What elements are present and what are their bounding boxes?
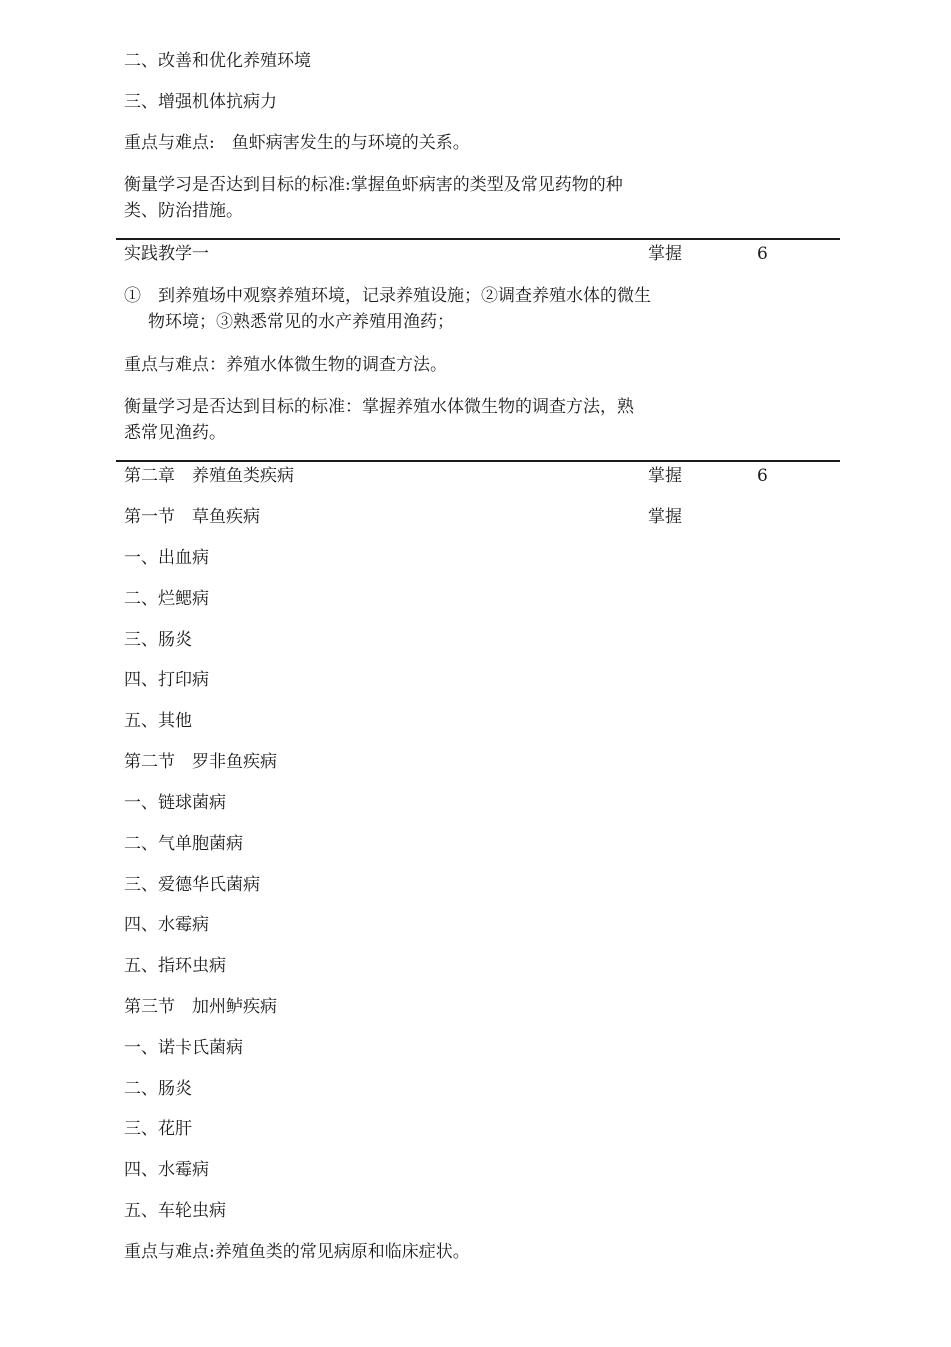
list-item: 一、出血病 bbox=[124, 548, 209, 568]
list-item: 一、诺卡氏菌病 bbox=[124, 1038, 243, 1058]
practice-title: 实践教学一 bbox=[124, 244, 209, 264]
list-item: 二、肠炎 bbox=[124, 1079, 192, 1099]
mastery-level: 掌握 bbox=[648, 507, 682, 527]
key-points-text: 重点与难点：养殖水体微生物的调查方法。 bbox=[124, 355, 447, 375]
list-item: 三、增强机体抗病力 bbox=[124, 92, 277, 112]
mastery-level: 掌握 bbox=[648, 466, 682, 486]
list-item: 四、水霉病 bbox=[124, 1160, 209, 1180]
hours-value: 6 bbox=[757, 466, 768, 486]
list-item: 四、打印病 bbox=[124, 670, 209, 690]
mastery-level: 掌握 bbox=[648, 244, 682, 264]
key-points-text: 重点与难点:养殖鱼类的常见病原和临床症状。 bbox=[124, 1242, 470, 1262]
list-item: 二、气单胞菌病 bbox=[124, 834, 243, 854]
list-item: 三、花肝 bbox=[124, 1119, 192, 1139]
section-title: 第三节 加州鲈疾病 bbox=[124, 997, 277, 1017]
list-item: 三、肠炎 bbox=[124, 630, 192, 650]
list-item: 二、烂鳃病 bbox=[124, 589, 209, 609]
chapter-title: 第二章 养殖鱼类疾病 bbox=[124, 466, 294, 486]
practice-content: ① 到养殖场中观察养殖环境，记录养殖设施；②调查养殖水体的微生物环境；③熟悉常见的水产养殖用渔药； bbox=[124, 286, 651, 332]
list-item: 三、爱德华氏菌病 bbox=[124, 875, 260, 895]
assessment-standard-text: 衡量学习是否达到目标的标准：掌握养殖水体微生物的调查方法，熟悉常见渔药。 bbox=[124, 397, 634, 443]
list-item: 五、指环虫病 bbox=[124, 956, 226, 976]
table-divider bbox=[116, 238, 840, 240]
section-title: 第一节 草鱼疾病 bbox=[124, 507, 260, 527]
list-item: 五、其他 bbox=[124, 711, 192, 731]
key-points-text: 重点与难点: 鱼虾病害发生的与环境的关系。 bbox=[124, 133, 470, 153]
hours-value: 6 bbox=[757, 244, 768, 264]
list-item: 一、链球菌病 bbox=[124, 793, 226, 813]
list-item: 四、水霉病 bbox=[124, 915, 209, 935]
assessment-standard-text: 衡量学习是否达到目标的标准:掌握鱼虾病害的类型及常见药物的种类、防治措施。 bbox=[124, 175, 623, 221]
list-item: 二、改善和优化养殖环境 bbox=[124, 51, 311, 71]
list-item: 五、车轮虫病 bbox=[124, 1201, 226, 1221]
table-divider bbox=[116, 460, 840, 462]
section-title: 第二节 罗非鱼疾病 bbox=[124, 752, 277, 772]
